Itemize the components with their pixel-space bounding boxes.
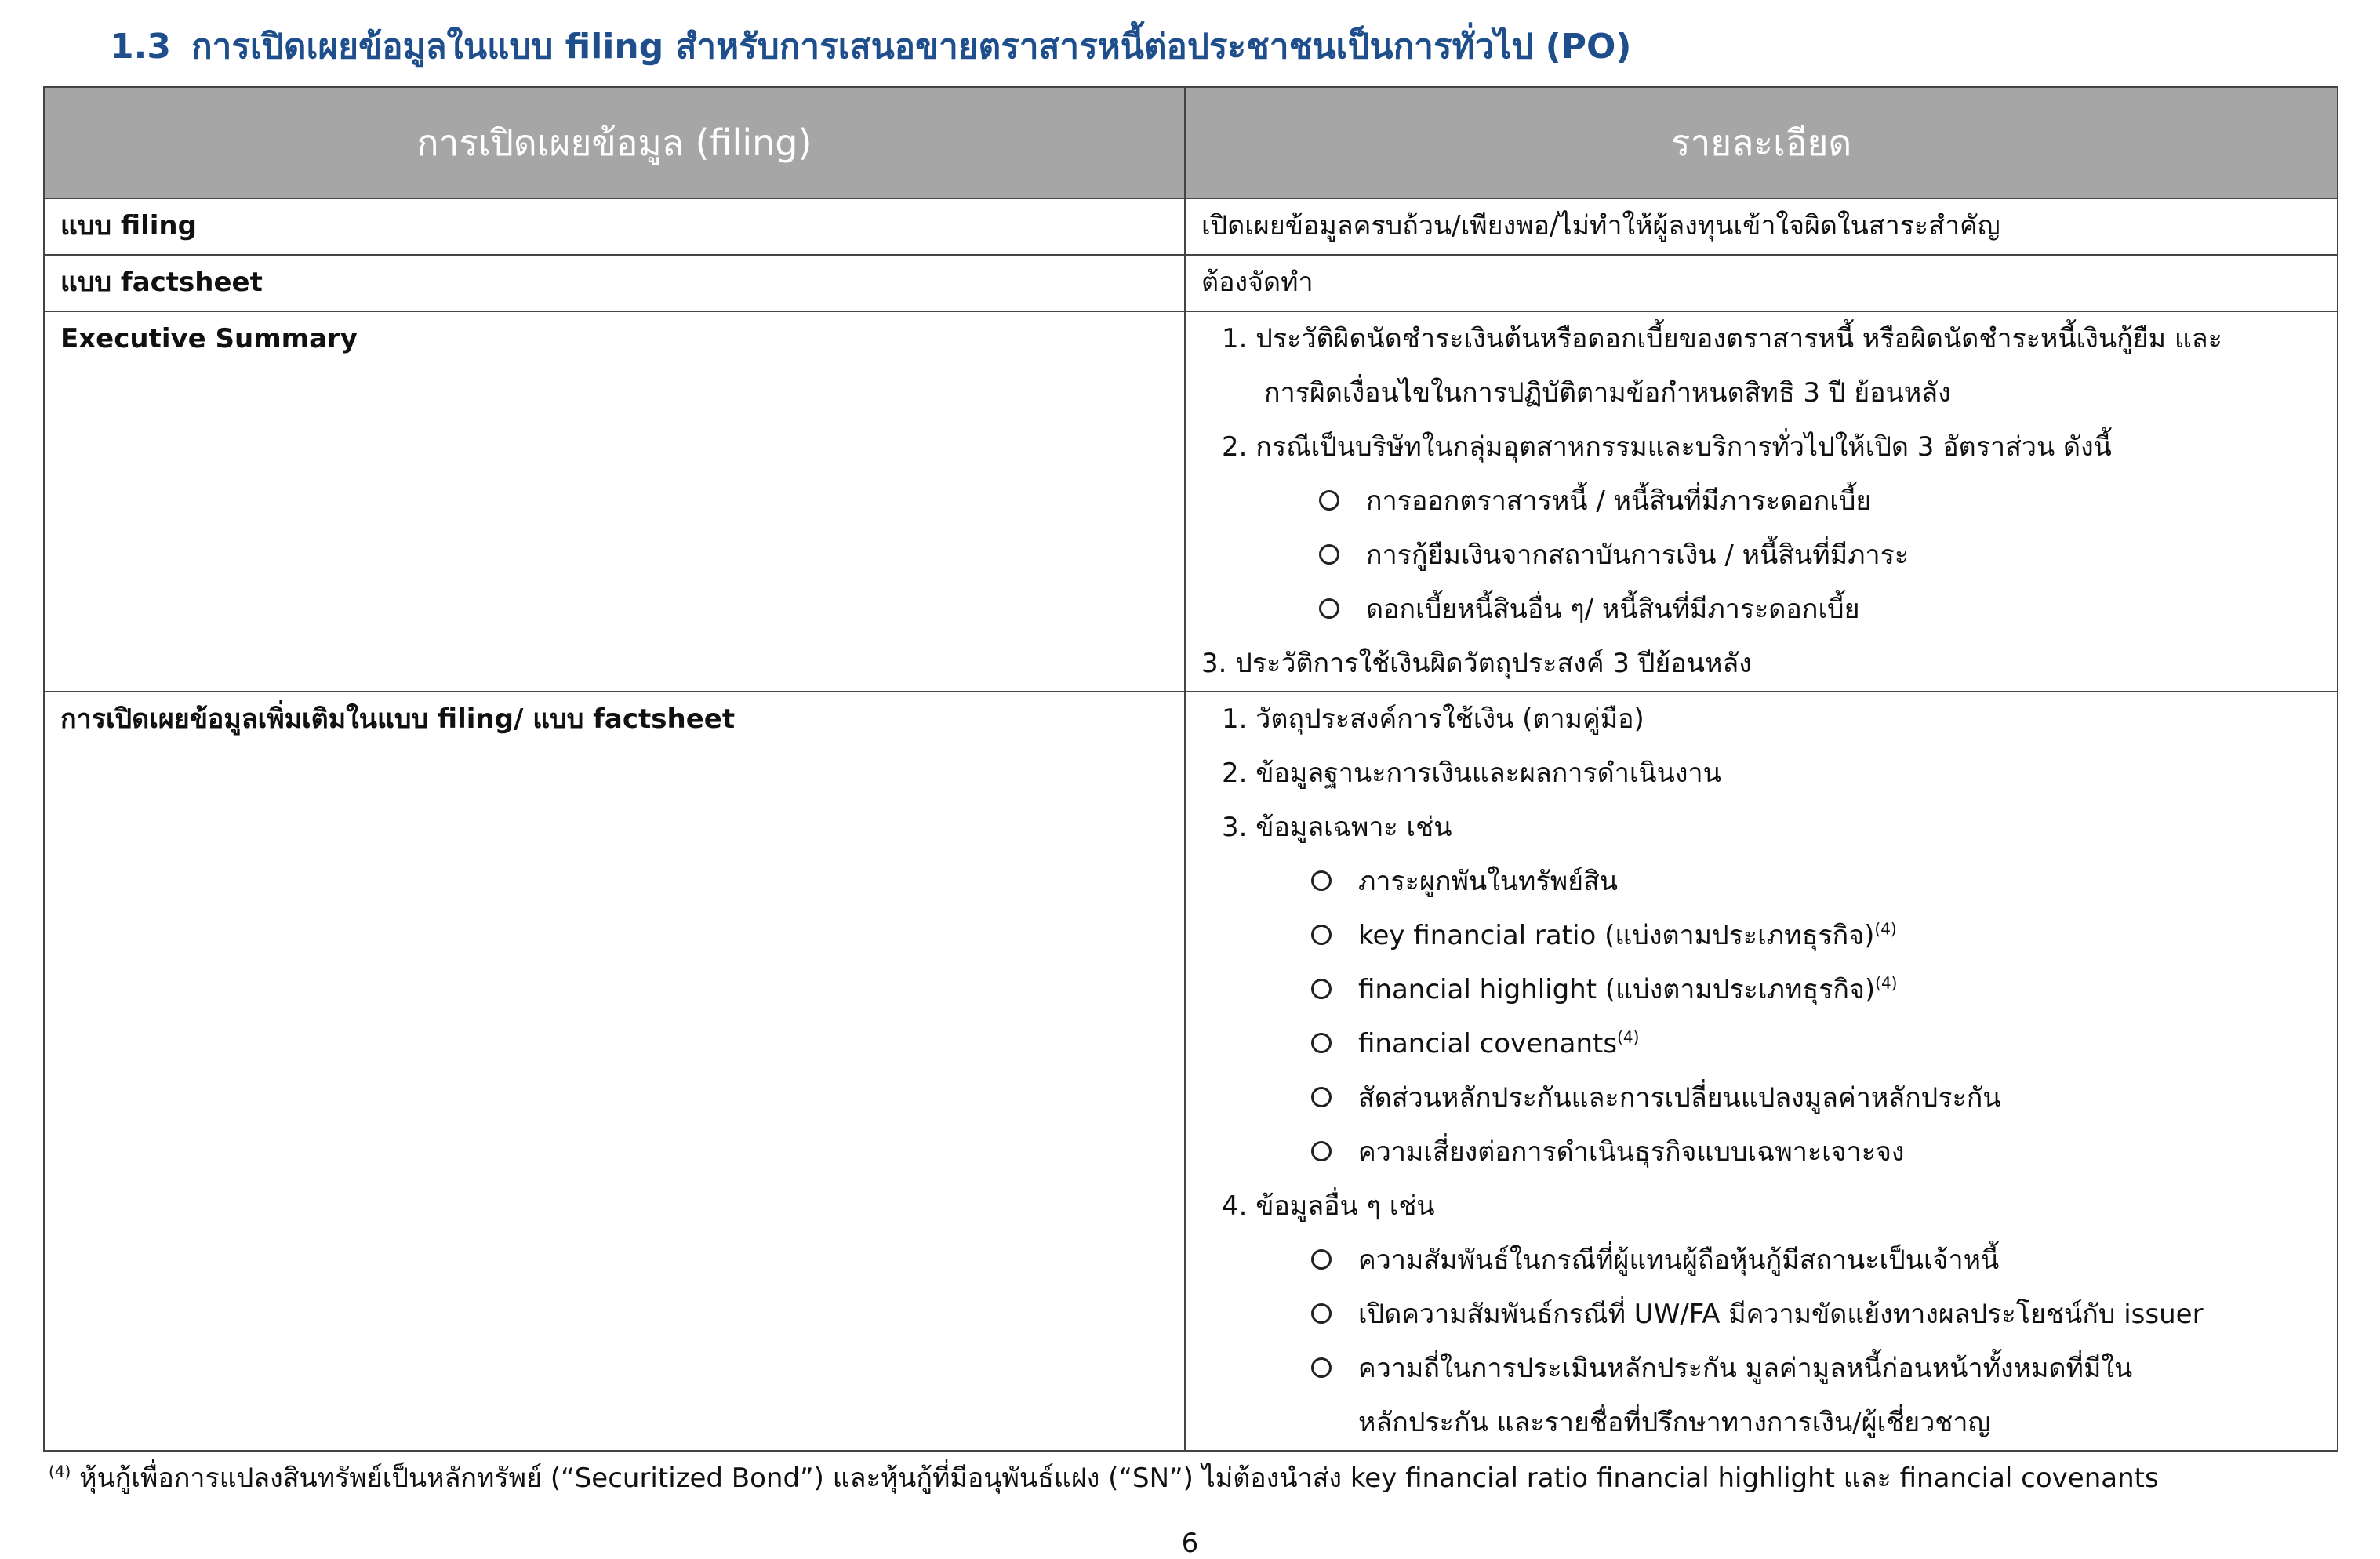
sub-list-item: การออกตราสารหนี้ / หนี้สินที่มีภาระดอกเบี้ย [1201,474,2321,529]
sub-list-item: ภาระผูกพันในทรัพย์สิน [1201,855,2321,909]
page-number: 6 [1181,1528,1199,1559]
footnote-ref: (4) [1875,973,1898,993]
circle-bullet-icon [1319,490,1339,511]
sub-list-item: ความถี่ในการประเมินหลักประกัน มูลค่ามูลหนี้ก่อนหน้าทั้งหมดที่มีใน [1201,1342,2321,1396]
circle-bullet-icon [1311,870,1332,891]
sub-list-item: สัดส่วนหลักประกันและการเปลี่ยนแปลงมูลค่าหลักประกัน [1201,1071,2321,1125]
section-title: การเปิดเผยข้อมูลในแบบ filing สำหรับการเสนอขายตราสารหนี้ต่อประชาชนเป็นการทั่วไป (PO) [191,27,1632,67]
circle-bullet-icon [1311,1033,1332,1053]
sub-list-item: ความสัมพันธ์ในกรณีที่ผู้แทนผู้ถือหุ้นกู้มีสถานะเป็นเจ้าหนี้ [1201,1234,2321,1288]
sub-list-item: key financial ratio (แบ่งตามประเภทธุรกิจ)$^{(4)}$ [1201,909,2321,963]
header-details: รายละเอียด [1185,87,2338,198]
sub-list-item: financial covenants$^{(4)}$ [1201,1017,2321,1071]
sub-list-item: ความเสี่ยงต่อการดำเนินธุรกิจแบบเฉพาะเจาะจง [1201,1125,2321,1179]
footnote-text: หุ้นกู้เพื่อการแปลงสินทรัพย์เป็นหลักทรัพย์ (“Securitized Bond”) และหุ้นกู้ที่มีอนุพันธ์แฝง (“SN”) ไม่ต้องนำส่ง key financial ratio financial highlight และ financial covenants [79,1463,2159,1494]
circle-bullet-icon [1311,1087,1332,1107]
list-item: 1. ประวัติผิดนัดชำระเงินต้นหรือดอกเบี้ยของตราสารหนี้ หรือผิดนัดชำระหนี้เงินกู้ยืม และ [1222,323,2222,354]
circle-bullet-icon [1311,1141,1332,1161]
sub-list-item: เปิดความสัมพันธ์กรณีที่ UW/FA มีความขัดแย้งทางผลประโยชน์กับ issuer [1201,1288,2321,1342]
row-detail-factsheet: ต้องจัดทำ [1185,255,2338,311]
footnote [49,1459,2338,1498]
circle-bullet-icon [1311,1249,1332,1270]
list-item-continuation: การผิดเงื่อนไขในการปฏิบัติตามข้อกำหนดสิทธิ 3 ปี ย้อนหลัง [1264,377,1951,409]
list-item: 4. ข้อมูลอื่น ๆ เช่น [1222,1190,1435,1222]
header-filing: การเปิดเผยข้อมูล (filing) [44,87,1185,198]
row-detail-additional-disclosure [1185,692,2338,1451]
table-row [44,198,2338,255]
footnote-ref: (4) [1874,919,1897,939]
list-item: 2. ข้อมูลฐานะการเงินและผลการดำเนินงาน [1222,758,1721,789]
table-row [44,692,2338,1451]
row-detail-filing: เปิดเผยข้อมูลครบถ้วน/เพียงพอ/ไม่ทำให้ผู้ลงทุนเข้าใจผิดในสาระสำคัญ [1185,198,2338,255]
footnote-ref: (4) [1617,1027,1640,1047]
filing-disclosure-table [43,86,2338,1452]
table-row [44,311,2338,692]
row-detail-executive-summary [1185,311,2338,692]
circle-bullet-icon [1311,1357,1332,1378]
row-label-factsheet: แบบ factsheet [44,255,1185,311]
row-label-filing: แบบ filing [44,198,1185,255]
circle-bullet-icon [1311,1303,1332,1324]
sub-list-item: ดอกเบี้ยหนี้สินอื่น ๆ/ หนี้สินที่มีภาระดอกเบี้ย [1201,583,2321,637]
row-label-executive-summary: Executive Summary [44,311,1185,692]
section-number: 1.3 [110,27,171,67]
list-item: 2. กรณีเป็นบริษัทในกลุ่มอุตสาหกรรมและบริการทั่วไปให้เปิด 3 อัตราส่วน ดังนี้ [1222,431,2112,463]
table-header-row [44,87,2338,198]
sub-list-item: การกู้ยืมเงินจากสถาบันการเงิน / หนี้สินที่มีภาระ [1201,529,2321,583]
circle-bullet-icon [1319,598,1339,619]
circle-bullet-icon [1311,925,1332,945]
table-row [44,255,2338,311]
list-item: 3. ข้อมูลเฉพาะ เช่น [1222,812,1452,843]
list-item: 3. ประวัติการใช้เงินผิดวัตถุประสงค์ 3 ปีย้อนหลัง [1201,648,1752,679]
sub-list-item: financial highlight (แบ่งตามประเภทธุรกิจ)$^{(4)}$ [1201,963,2321,1017]
list-item: 1. วัตถุประสงค์การใช้เงิน (ตามคู่มือ) [1222,703,1644,735]
section-heading [110,17,2353,77]
sub-list-item-continuation: หลักประกัน และรายชื่อที่ปรึกษาทางการเงิน/ผู้เชี่ยวชาญ [1358,1407,1991,1438]
row-label-additional-disclosure: การเปิดเผยข้อมูลเพิ่มเติมในแบบ filing/ แบบ factsheet [44,692,1185,1451]
circle-bullet-icon [1311,979,1332,999]
footnote-marker: (4) [49,1462,71,1481]
circle-bullet-icon [1319,544,1339,565]
